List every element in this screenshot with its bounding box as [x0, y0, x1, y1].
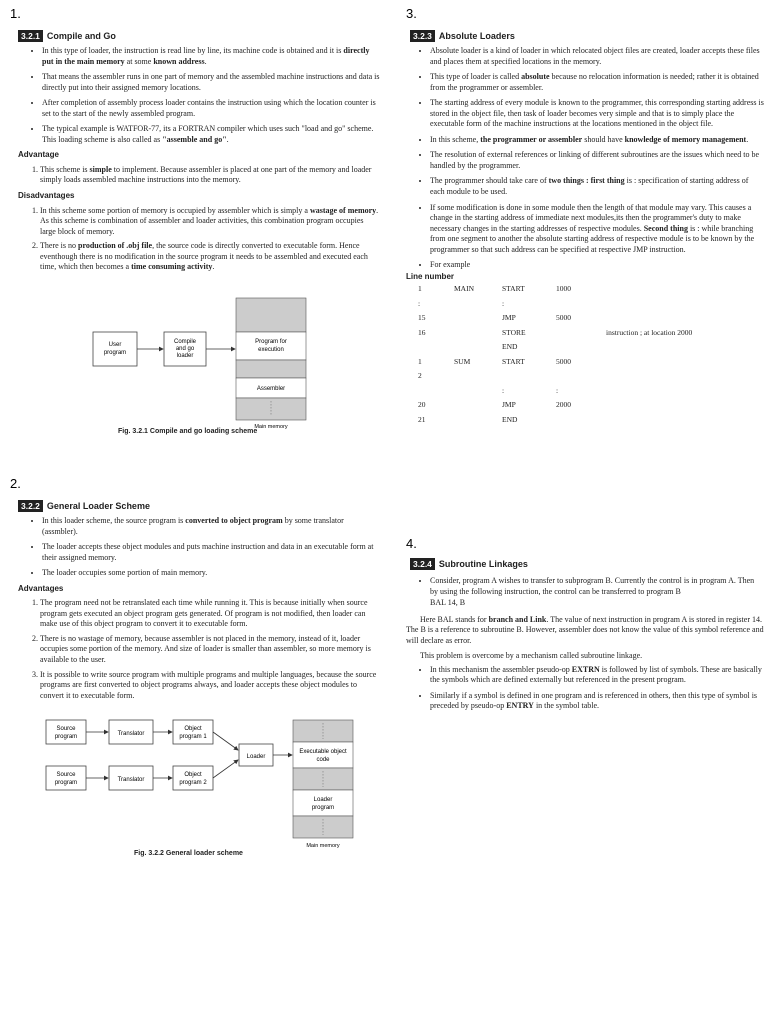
- table-cell: [454, 299, 502, 314]
- object-program-label: program 2: [179, 780, 207, 786]
- list-item: • Absolute loader is a kind of loader in which relocated object files are created, loader accepts these files and places them at specified locations in the memory.: [430, 46, 764, 67]
- object-program-label: Object: [184, 772, 202, 778]
- table-row: [418, 313, 692, 328]
- disadvantages-heading: Disadvantages: [18, 191, 75, 201]
- arrow: [213, 760, 238, 778]
- translator-label: Translator: [117, 777, 145, 783]
- table-cell: [418, 342, 454, 357]
- loader-label: and go: [175, 346, 195, 352]
- list-item: • The loader occupies some portion of main memory.: [42, 568, 380, 579]
- table-cell: 2: [418, 371, 422, 381]
- table-cell: [454, 342, 502, 357]
- advantage-heading: Advantage: [18, 150, 59, 160]
- table-cell: [606, 400, 692, 415]
- list-item: • After completion of assembly process loader contains the instruction using which the location counter is set to the start of the newly assembled program.: [42, 98, 380, 119]
- table-cell: [606, 357, 692, 372]
- list-item: • The resolution of external references or linking of different subroutines are the issues which need to be handled by the programmer.: [430, 150, 764, 171]
- bullet-list: [406, 46, 764, 271]
- table-cell: [606, 342, 692, 357]
- table-cell: [502, 371, 556, 386]
- program-listing-table: [418, 284, 692, 429]
- general-loader-diagram: [40, 718, 370, 850]
- list-item: • The loader accepts these object modules and puts machine instruction and data in an executable form at their assigned memory.: [42, 542, 380, 563]
- table-cell: 5000: [556, 313, 571, 323]
- quadrant-subroutine-linkages: [384, 530, 768, 1024]
- source-program-label: program: [54, 780, 78, 786]
- section-heading: [410, 30, 515, 42]
- line-number-heading: Line number: [406, 271, 455, 281]
- table-cell: START: [502, 284, 525, 294]
- quadrant-general-loader: [0, 470, 384, 1024]
- table-cell: 1: [418, 284, 422, 294]
- bullet-list: [406, 665, 764, 712]
- quadrant-compile-and-go: [0, 0, 384, 470]
- advantage-list: [18, 598, 380, 701]
- quadrant-absolute-loaders: [384, 0, 768, 530]
- table-row: [418, 299, 692, 314]
- list-item: 1. This scheme is simple to implement. Because assembler is placed at one part of the memory and loader simply loads assembled machine instructions into the memory.: [40, 165, 380, 186]
- question-number: 3.: [406, 6, 417, 21]
- advantage-list: [18, 165, 380, 186]
- section-heading: [410, 558, 528, 570]
- table-cell: END: [502, 342, 518, 352]
- list-item: 3. It is possible to write source program with multiple programs and multiple languages, because the source programs are first converted to object programs always, and loader accepts these object modules to convert it to executable form.: [40, 670, 380, 702]
- object-program-label: program 1: [179, 734, 207, 740]
- section-body: [406, 576, 764, 717]
- table-cell: JMP: [502, 313, 516, 323]
- section-body: [18, 46, 380, 277]
- main-memory-label: Main memory: [306, 843, 340, 849]
- translator-label: Translator: [117, 731, 145, 737]
- list-item: • Consider, program A wishes to transfer to subprogram B. Currently the control is in program A. Then by using the following instruction, the control can be transferred to program B: [430, 576, 764, 597]
- list-item: 1. The program need not be retranslated each time while running it. This is because initially when source program gets executed an object program gets generated. Of program is not modified, then loader can make use of this object program to convert it to executable form.: [40, 598, 380, 630]
- table-row: [418, 371, 692, 386]
- section-number-badge: 3.2.4: [410, 558, 435, 570]
- table-cell: [556, 371, 606, 386]
- table-row: [418, 328, 692, 343]
- question-number: 4.: [406, 536, 417, 551]
- table-cell: 15: [418, 313, 426, 323]
- table-row: [418, 400, 692, 415]
- section-title: Compile and Go: [46, 31, 116, 41]
- bal-instruction: BAL 14, B: [430, 598, 466, 608]
- disadvantage-list: [18, 206, 380, 273]
- table-cell: SUM: [454, 356, 471, 366]
- paragraph: This problem is overcome by a mechanism called subroutine linkage.: [420, 651, 643, 661]
- table-cell: [454, 313, 502, 328]
- bullet-list: [18, 46, 380, 145]
- arrow: [213, 732, 238, 750]
- list-item: • The starting address of every module is known to the programmer, this corresponding starting address is stored in the object file, then task of loader becomes very simple and that is to simply place the executable form of the machine instructions at the locations mentioned in the object file.: [430, 98, 764, 130]
- loader-label: loader: [176, 353, 194, 359]
- table-cell: 20: [418, 400, 426, 410]
- memory-block: [236, 360, 306, 378]
- table-row: [418, 342, 692, 357]
- source-program-box: [46, 766, 86, 790]
- table-cell: MAIN: [454, 284, 474, 294]
- table-cell: END: [502, 414, 518, 424]
- bullet-list: [406, 576, 764, 597]
- table-cell: [606, 313, 692, 328]
- user-program-label: User: [108, 342, 122, 348]
- table-cell: [606, 386, 692, 401]
- list-item: • The typical example is WATFOR-77, its a FORTRAN compiler which uses such "load and go" scheme. This loading scheme is also called as "assemble and go".: [42, 124, 380, 145]
- loader-program-block: [293, 790, 353, 816]
- paragraph: Here BAL stands for branch and Link. The value of next instruction in program A is stored in register 14. The B is a reference to subroutine B. However, assembler does not know the value of this symbol reference and will declare as error.: [406, 614, 764, 645]
- executable-label: code: [316, 757, 330, 763]
- object-program-label: Object: [184, 726, 202, 732]
- table-cell: :: [502, 385, 505, 395]
- list-item: • In this scheme, the programmer or assembler should have knowledge of memory management.: [430, 135, 764, 146]
- table-cell: instruction ; at location 2000: [606, 327, 693, 337]
- list-item: • That means the assembler runs in one part of memory and the assembled machine instructions and data is directly put into their assigned memory locations.: [42, 72, 380, 93]
- list-item: • Similarly if a symbol is defined in one program and is referenced in others, then this type of symbol is preceded by pseudo-op ENTRY in the symbol table.: [430, 691, 764, 712]
- list-item: 2. There is no production of .obj file, the source code is directly converted to executable form. Hence eventhough there is no modification in the source program it needs to be assembled and executed each time, which then becomes a time consuming activity.: [40, 241, 380, 273]
- source-program-label: program: [54, 734, 78, 740]
- advantages-heading: Advantages: [18, 583, 64, 593]
- table-cell: [556, 299, 606, 314]
- list-item: 1. In this scheme some portion of memory is occupied by assembler which is simply a wastage of memory. As this scheme is combination of assembler and loader activities, this combination program occupies large block of memory.: [40, 206, 380, 238]
- table-cell: :: [502, 298, 505, 308]
- table-cell: 5000: [556, 356, 571, 366]
- list-item: • The programmer should take care of two things : first thing is : specification of starting address of each module to be used.: [430, 176, 764, 197]
- source-program-label: Source: [56, 772, 76, 778]
- program-for-execution-block: [236, 332, 306, 360]
- table-row: [418, 386, 692, 401]
- table-cell: [454, 415, 502, 430]
- table-cell: 21: [418, 414, 426, 424]
- table-cell: [454, 400, 502, 415]
- table-row: [418, 357, 692, 372]
- object-program-1-box: [173, 720, 213, 744]
- program-for-execution-label: execution: [258, 347, 284, 353]
- section-title: Subroutine Linkages: [438, 559, 528, 569]
- list-item: • This type of loader is called absolute because no relocation information is needed; rather it is obtained from the programmer or assembler.: [430, 72, 764, 93]
- table-cell: [606, 299, 692, 314]
- source-program-box: [46, 720, 86, 744]
- table-cell: 1000: [556, 284, 571, 294]
- table-cell: START: [502, 356, 525, 366]
- section-body: [406, 46, 764, 429]
- section-title: General Loader Scheme: [46, 501, 150, 511]
- program-for-execution-label: Program for: [255, 339, 287, 345]
- table-cell: [556, 415, 606, 430]
- table-cell: [606, 415, 692, 430]
- user-program-box: [93, 332, 137, 366]
- table-cell: [454, 328, 502, 343]
- table-cell: STORE: [502, 327, 526, 337]
- section-number-badge: 3.2.3: [410, 30, 435, 42]
- section-title: Absolute Loaders: [438, 31, 515, 41]
- executable-code-block: [293, 742, 353, 768]
- assembler-label: Assembler: [256, 386, 286, 392]
- figure-caption: Fig. 3.2.1 Compile and go loading scheme: [118, 428, 258, 435]
- memory-block: [236, 298, 306, 332]
- list-item: • In this type of loader, the instruction is read line by line, its machine code is obtained and it is directly put in the main memory at some known address.: [42, 46, 380, 67]
- figure-caption: Fig. 3.2.2 General loader scheme: [134, 850, 243, 857]
- table-cell: [606, 284, 692, 299]
- source-program-label: Source: [56, 726, 76, 732]
- section-body: [18, 516, 380, 705]
- section-number-badge: 3.2.1: [18, 30, 43, 42]
- section-heading: [18, 500, 150, 512]
- list-item: 2. There is no wastage of memory, because assembler is not placed in the memory, instead of it, loader occupies some portion of the memory. And size of loader is smaller than assembler, so more memory is available to the user.: [40, 634, 380, 666]
- list-item: • In this loader scheme, the source program is converted to object program by some translator (assmbler).: [42, 516, 380, 537]
- object-program-2-box: [173, 766, 213, 790]
- section-number-badge: 3.2.2: [18, 500, 43, 512]
- question-number: 2.: [10, 476, 21, 491]
- table-cell: JMP: [502, 400, 516, 410]
- table-cell: :: [556, 385, 559, 395]
- list-item: • For example: [430, 260, 764, 271]
- bullet-list: [18, 516, 380, 579]
- list-item: • In this mechanism the assembler pseudo-op EXTRN is followed by list of symbols. These are basically the symbols which are defined externally but referenced in the present program.: [430, 665, 764, 686]
- table-cell: 1: [418, 356, 422, 366]
- table-row: [418, 415, 692, 430]
- compile-and-go-diagram: [85, 296, 335, 434]
- loader-program-label: program: [311, 805, 335, 811]
- table-cell: [606, 371, 692, 386]
- executable-label: Executable object: [299, 749, 347, 755]
- table-cell: [454, 386, 502, 401]
- section-heading: [18, 30, 116, 42]
- loader-label: Loader: [246, 754, 266, 760]
- loader-label: Compile: [173, 339, 197, 345]
- loader-program-label: Loader: [313, 797, 333, 803]
- table-cell: [556, 342, 606, 357]
- table-cell: 2000: [556, 400, 571, 410]
- table-cell: [454, 371, 502, 386]
- main-memory-label: Main memory: [254, 424, 288, 430]
- question-number: 1.: [10, 6, 21, 21]
- table-row: [418, 284, 692, 299]
- user-program-label: program: [103, 350, 127, 356]
- table-cell: [556, 328, 606, 343]
- list-item: • If some modification is done in some module then the length of that module may vary. This causes a change in the starting address of immediate next modules,its then the programmer's duty to make necessary changes in the starting addresses of respective modules. Second thing is : while branching from one segment to another the absolute starting address of respective module is to be known by the programmer so that such address can be specified at respective JMP instruction.: [430, 203, 764, 256]
- table-cell: 16: [418, 327, 426, 337]
- table-cell: [418, 386, 454, 401]
- table-cell: :: [418, 298, 421, 308]
